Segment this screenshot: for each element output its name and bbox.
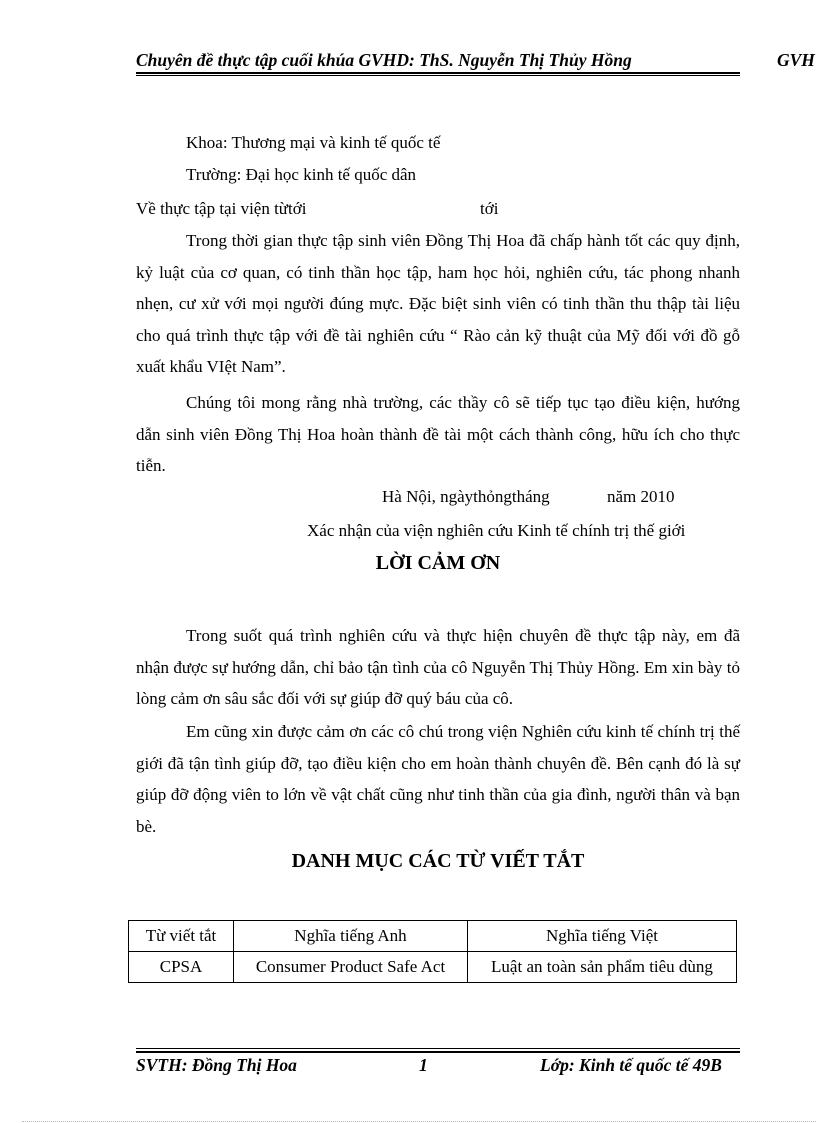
table-header-english: Nghĩa tiếng Anh	[234, 921, 468, 952]
certificate-paragraph-2: Chúng tôi mong rằng nhà trường, các thầy cô sẽ tiếp tục tạo điều kiện, hướng dẫn sinh viên Đồng Thị Hoa hoàn thành đề tài một cách thành công, hữu ích cho thực tiễn.	[136, 393, 740, 475]
footer-student: SVTH: Đồng Thị Hoa	[136, 1055, 297, 1075]
header-rule-thin	[136, 75, 740, 76]
faculty-line: Khoa: Thương mại và kinh tế quốc tế	[186, 133, 441, 152]
date-line: Hà Nội, ngàythỏngtháng	[382, 487, 550, 506]
footer-class: Lớp: Kinh tế quốc tế 49B	[540, 1055, 722, 1075]
table-header-vietnamese: Nghĩa tiếng Việt	[468, 921, 737, 952]
period-to: tới	[480, 199, 499, 218]
header-rule	[136, 72, 740, 74]
abbreviations-heading: DANH MỤC CÁC TỪ VIẾT TẮT	[291, 850, 585, 872]
abbreviations-table	[128, 920, 737, 983]
footer-rule-thin	[136, 1048, 740, 1049]
footer-rule	[136, 1051, 740, 1053]
table-header-row	[129, 921, 737, 952]
table-cell-abbr: CPSA	[129, 952, 234, 983]
table-cell-english: Consumer Product Safe Act	[234, 952, 468, 983]
period-from: Về thực tập tại viện từtới	[136, 199, 307, 218]
thanks-paragraph-2: Em cũng xin được cảm ơn các cô chú trong viện Nghiên cứu kinh tế chính trị thế giới đã tận tình giúp đỡ, tạo điều kiện cho em hoàn thành chuyên đề. Bên cạnh đó là sự giúp đỡ động viên to lớn về vật chất cũng như tinh thần của gia đình, người thân và bạn bè.	[136, 722, 740, 836]
table-row	[129, 952, 737, 983]
date-year: năm 2010	[607, 487, 675, 506]
table-header-abbr: Từ viết tắt	[129, 921, 234, 952]
table-cell-vietnamese: Luật an toàn sản phẩm tiêu dùng	[468, 952, 737, 983]
page-edge-divider	[22, 1121, 816, 1122]
confirmation-line: Xác nhận của viện nghiên cứu Kinh tế chính trị thế giới	[307, 521, 686, 540]
header-title: Chuyên đề thực tập cuối khúa GVHD: ThS. Nguyễn Thị Thủy Hồng	[136, 50, 632, 70]
header-cut-text: GVH	[777, 50, 815, 70]
thanks-heading: LỜI CẢM ƠN	[375, 552, 501, 574]
university-line: Trường: Đại học kinh tế quốc dân	[186, 165, 417, 184]
certificate-paragraph-1: Trong thời gian thực tập sinh viên Đồng Thị Hoa đã chấp hành tốt các quy định, kỷ luật của cơ quan, có tinh thần học tập, ham học hỏi, nghiên cứu, tác phong nhanh nhẹn, cư xử với mọi người đúng mực. Đặc biệt sinh viên có tinh thần thu thập tài liệu cho quá trình thực tập với đề tài nghiên cứu “ Rào cản kỹ thuật của Mỹ đối với đồ gỗ xuất khẩu VIệt Nam”.	[136, 231, 740, 376]
thanks-paragraph-1: Trong suốt quá trình nghiên cứu và thực hiện chuyên đề thực tập này, em đã nhận được sự hướng dẫn, chỉ bảo tận tình của cô Nguyễn Thị Thủy Hồng. Em xin bày tỏ lòng cảm ơn sâu sắc đối với sự giúp đỡ quý báu của cô.	[136, 626, 740, 708]
page-number: 1	[419, 1055, 428, 1075]
